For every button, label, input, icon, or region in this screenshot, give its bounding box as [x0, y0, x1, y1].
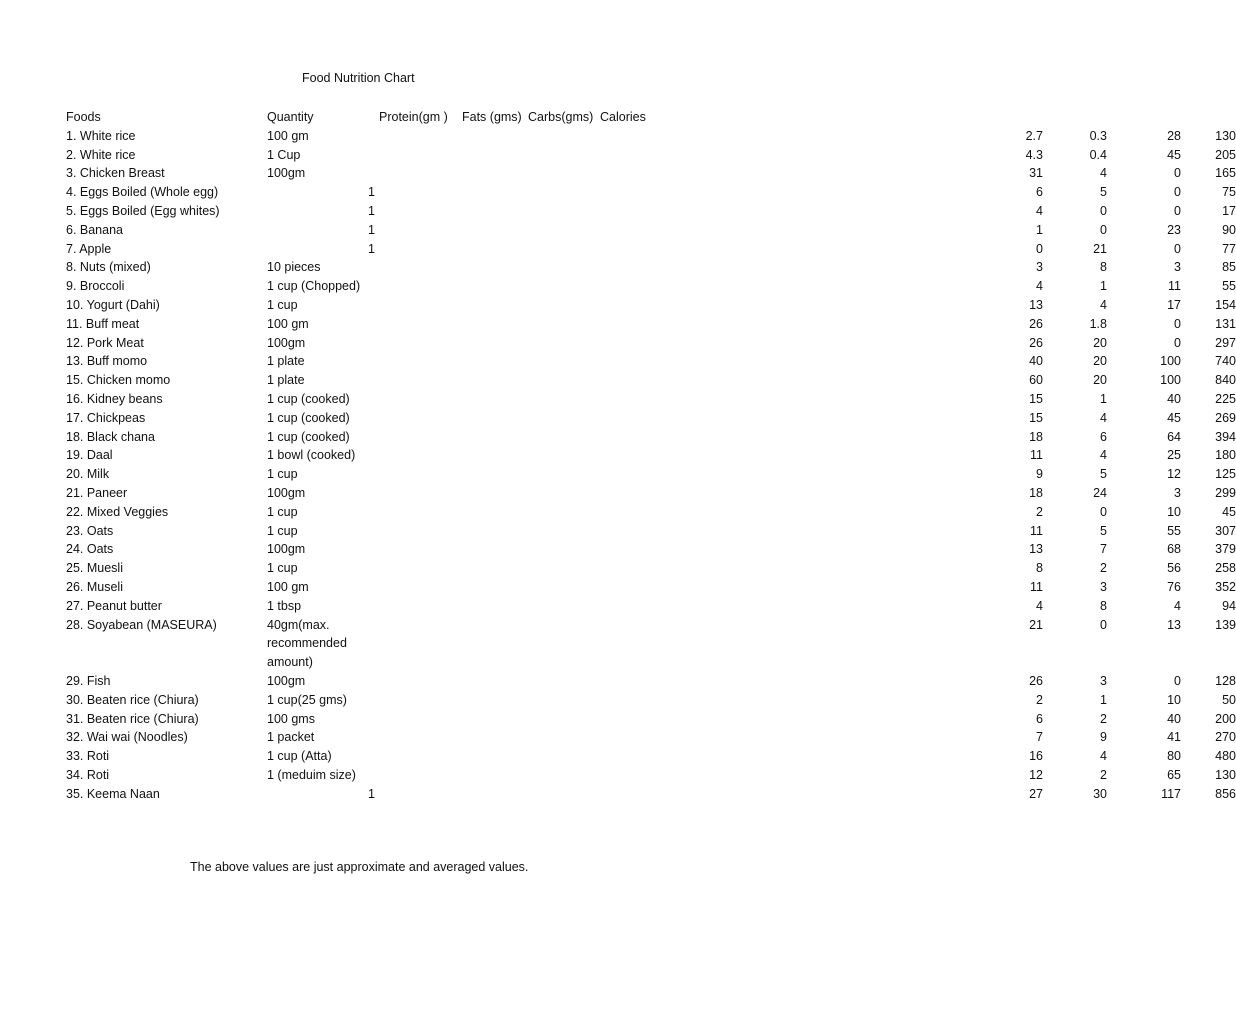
cell-protein: 15: [1029, 410, 1043, 425]
cell-food: 4. Eggs Boiled (Whole egg): [66, 185, 219, 200]
cell-protein: 26: [1029, 316, 1043, 331]
cell-fats: 2: [1100, 561, 1107, 576]
cell-calories: 55: [1222, 279, 1236, 294]
cell-food: 18. Black chana: [66, 429, 155, 444]
cell-food: 31. Beaten rice (Chiura): [66, 711, 199, 726]
cell-quantity: 100gm: [267, 542, 306, 557]
cell-carbs: 13: [1167, 617, 1181, 632]
table-row: [66, 183, 1236, 202]
table-row: [66, 296, 1236, 315]
cell-quantity: 1 (meduim size): [267, 767, 356, 782]
cell-protein: 2.7: [1025, 128, 1043, 143]
cell-quantity: 1 packet: [267, 730, 315, 745]
cell-calories: 205: [1215, 147, 1236, 162]
cell-quantity: 1: [368, 222, 375, 237]
cell-protein: 6: [1036, 711, 1043, 726]
cell-protein: 27: [1029, 786, 1043, 801]
cell-food: 1. White rice: [66, 128, 136, 143]
cell-carbs: 0: [1174, 166, 1181, 181]
cell-calories: 856: [1215, 786, 1236, 801]
cell-food: 17. Chickpeas: [66, 410, 146, 425]
cell-quantity: 1 cup (Atta): [267, 749, 332, 764]
cell-quantity: 1 cup (cooked): [267, 429, 350, 444]
cell-protein: 4.3: [1025, 147, 1043, 162]
cell-quantity: 1: [368, 185, 375, 200]
cell-calories: 352: [1215, 579, 1236, 594]
page-title: Food Nutrition Chart: [302, 71, 415, 85]
cell-food: 28. Soyabean (MASEURA): [66, 617, 217, 632]
cell-food: 25. Muesli: [66, 561, 123, 576]
cell-calories: 180: [1215, 448, 1236, 463]
table-row: [66, 127, 1236, 146]
cell-fats: 30: [1093, 786, 1107, 801]
cell-fats: 0: [1100, 617, 1107, 632]
cell-quantity: 1 cup: [267, 561, 298, 576]
cell-calories: 50: [1222, 692, 1236, 707]
cell-food: 15. Chicken momo: [66, 373, 171, 388]
cell-carbs: 11: [1168, 279, 1181, 294]
cell-carbs: 68: [1167, 542, 1181, 557]
table-row: [66, 446, 1236, 465]
cell-calories: 130: [1215, 128, 1236, 143]
header-quantity: Quantity: [267, 110, 314, 124]
cell-calories: 75: [1222, 185, 1236, 200]
cell-calories: 840: [1215, 373, 1236, 388]
cell-food: 8. Nuts (mixed): [66, 260, 151, 275]
cell-quantity: 100 gm: [267, 316, 309, 331]
cell-food: 23. Oats: [66, 523, 114, 538]
cell-carbs: 55: [1167, 523, 1181, 538]
cell-quantity: 100gm: [267, 166, 306, 181]
cell-food: 11. Buff meat: [66, 316, 140, 331]
cell-protein: 16: [1029, 749, 1043, 764]
header-protein: Protein(gm ): [379, 110, 448, 124]
cell-quantity: 40gm(max. recommended amount): [267, 617, 347, 670]
cell-food: 22. Mixed Veggies: [66, 504, 169, 519]
cell-fats: 8: [1100, 598, 1107, 613]
table-row: [66, 146, 1236, 165]
table-row: [66, 334, 1236, 353]
cell-food: 13. Buff momo: [66, 354, 148, 369]
cell-quantity: 1 cup (Chopped): [267, 279, 361, 294]
cell-food: 5. Eggs Boiled (Egg whites): [66, 203, 220, 218]
cell-carbs: 40: [1167, 391, 1181, 406]
cell-quantity: 1 plate: [267, 354, 305, 369]
cell-quantity: 1 cup: [267, 467, 298, 482]
cell-quantity: 1 cup: [267, 523, 298, 538]
cell-food: 35. Keema Naan: [66, 786, 160, 801]
cell-protein: 8: [1036, 561, 1043, 576]
cell-calories: 17: [1222, 203, 1236, 218]
cell-carbs: 0: [1174, 241, 1181, 256]
cell-calories: 125: [1215, 467, 1236, 482]
table-row: [66, 258, 1236, 277]
cell-quantity: 1 Cup: [267, 147, 301, 162]
cell-carbs: 3: [1174, 260, 1181, 275]
cell-quantity: 1 tbsp: [267, 598, 302, 613]
cell-carbs: 3: [1174, 485, 1181, 500]
footnote: The above values are just approximate and averaged values.: [190, 860, 529, 874]
cell-calories: 85: [1222, 260, 1236, 275]
cell-food: 6. Banana: [66, 222, 123, 237]
table-row: [66, 164, 1236, 183]
cell-protein: 13: [1029, 542, 1043, 557]
cell-fats: 4: [1100, 297, 1107, 312]
cell-calories: 94: [1222, 598, 1236, 613]
cell-fats: 1: [1100, 279, 1107, 294]
table-row: [66, 597, 1236, 616]
cell-fats: 1: [1100, 391, 1107, 406]
cell-fats: 21: [1093, 241, 1107, 256]
cell-quantity: 100gm: [267, 673, 306, 688]
cell-protein: 11: [1030, 448, 1043, 463]
cell-fats: 8: [1100, 260, 1107, 275]
cell-carbs: 100: [1160, 373, 1181, 388]
cell-calories: 77: [1222, 241, 1236, 256]
cell-protein: 31: [1029, 166, 1043, 181]
cell-fats: 3: [1100, 673, 1107, 688]
cell-protein: 4: [1036, 203, 1043, 218]
cell-protein: 60: [1029, 373, 1043, 388]
cell-carbs: 10: [1167, 504, 1181, 519]
cell-food: 34. Roti: [66, 767, 110, 782]
cell-fats: 4: [1100, 448, 1107, 463]
cell-quantity: 100 gms: [267, 711, 315, 726]
cell-carbs: 28: [1167, 128, 1181, 143]
cell-calories: 297: [1215, 335, 1236, 350]
cell-protein: 12: [1029, 767, 1043, 782]
cell-calories: 165: [1215, 166, 1236, 181]
cell-carbs: 45: [1167, 410, 1181, 425]
cell-carbs: 65: [1167, 767, 1181, 782]
cell-fats: 4: [1100, 166, 1107, 181]
table-header-row: [66, 108, 651, 127]
table-row: [66, 766, 1236, 785]
table-row: [66, 728, 1236, 747]
cell-fats: 20: [1093, 373, 1107, 388]
cell-fats: 7: [1100, 542, 1107, 557]
cell-calories: 131: [1215, 316, 1236, 331]
table-row: [66, 221, 1236, 240]
table-row: [66, 559, 1236, 578]
cell-fats: 5: [1100, 185, 1107, 200]
cell-calories: 379: [1215, 542, 1236, 557]
table-row: [66, 371, 1236, 390]
table-row: [66, 578, 1236, 597]
cell-quantity: 100 gm: [267, 128, 309, 143]
cell-fats: 9: [1100, 730, 1107, 745]
cell-fats: 6: [1100, 429, 1107, 444]
cell-carbs: 117: [1161, 786, 1181, 801]
table-row: [66, 710, 1236, 729]
cell-calories: 200: [1215, 711, 1236, 726]
table-row: [66, 616, 1236, 672]
cell-protein: 3: [1036, 260, 1043, 275]
cell-calories: 128: [1215, 673, 1236, 688]
cell-carbs: 45: [1167, 147, 1181, 162]
cell-carbs: 25: [1167, 448, 1181, 463]
cell-protein: 2: [1036, 692, 1043, 707]
table-body: [66, 127, 1236, 804]
cell-calories: 90: [1222, 222, 1236, 237]
cell-carbs: 0: [1174, 203, 1181, 218]
cell-calories: 394: [1215, 429, 1236, 444]
cell-protein: 7: [1036, 730, 1043, 745]
table-row: [66, 315, 1236, 334]
table-row: [66, 522, 1236, 541]
cell-fats: 2: [1100, 711, 1107, 726]
cell-protein: 0: [1036, 241, 1043, 256]
cell-calories: 307: [1215, 523, 1236, 538]
cell-calories: 270: [1215, 730, 1236, 745]
cell-calories: 225: [1215, 391, 1236, 406]
cell-carbs: 56: [1167, 561, 1181, 576]
cell-food: 27. Peanut butter: [66, 598, 162, 613]
cell-carbs: 100: [1160, 354, 1181, 369]
cell-fats: 0: [1100, 203, 1107, 218]
cell-fats: 4: [1100, 749, 1107, 764]
header-carbs: Carbs(gms): [528, 110, 594, 124]
cell-fats: 20: [1093, 354, 1107, 369]
cell-quantity: 100gm: [267, 485, 306, 500]
cell-protein: 13: [1029, 297, 1043, 312]
cell-quantity: 1 cup(25 gms): [267, 692, 347, 707]
cell-calories: 130: [1215, 767, 1236, 782]
cell-carbs: 41: [1167, 730, 1181, 745]
cell-fats: 3: [1100, 579, 1107, 594]
cell-quantity: 10 pieces: [267, 260, 321, 275]
cell-calories: 45: [1222, 504, 1236, 519]
cell-fats: 5: [1100, 523, 1107, 538]
cell-calories: 139: [1215, 617, 1236, 632]
cell-food: 10. Yogurt (Dahi): [66, 297, 160, 312]
cell-fats: 0: [1100, 504, 1107, 519]
cell-food: 24. Oats: [66, 542, 114, 557]
cell-protein: 40: [1029, 354, 1043, 369]
cell-quantity: 100gm: [267, 335, 306, 350]
table-row: [66, 747, 1236, 766]
cell-fats: 0: [1100, 222, 1107, 237]
cell-calories: 258: [1215, 561, 1236, 576]
cell-protein: 26: [1029, 335, 1043, 350]
cell-protein: 1: [1036, 222, 1043, 237]
cell-food: 3. Chicken Breast: [66, 166, 165, 181]
cell-protein: 2: [1036, 504, 1043, 519]
cell-quantity: 1 cup (cooked): [267, 391, 350, 406]
cell-fats: 24: [1093, 485, 1107, 500]
cell-fats: 5: [1100, 467, 1107, 482]
table-row: [66, 277, 1236, 296]
table-row: [66, 465, 1236, 484]
cell-fats: 4: [1100, 410, 1107, 425]
cell-calories: 299: [1215, 485, 1236, 500]
cell-quantity: 1: [368, 786, 375, 801]
cell-protein: 6: [1036, 185, 1043, 200]
table-row: [66, 202, 1236, 221]
table-row: [66, 785, 1236, 804]
header-fats: Fats (gms): [462, 110, 522, 124]
cell-fats: 1.8: [1089, 316, 1107, 331]
cell-fats: 20: [1093, 335, 1107, 350]
cell-carbs: 64: [1167, 429, 1181, 444]
cell-carbs: 0: [1174, 185, 1181, 200]
cell-protein: 15: [1029, 391, 1043, 406]
cell-calories: 269: [1215, 410, 1236, 425]
table-row: [66, 390, 1236, 409]
cell-fats: 0.3: [1089, 128, 1107, 143]
cell-food: 29. Fish: [66, 673, 111, 688]
cell-calories: 480: [1215, 749, 1236, 764]
cell-food: 33. Roti: [66, 749, 110, 764]
cell-protein: 18: [1029, 485, 1043, 500]
cell-carbs: 17: [1167, 297, 1181, 312]
table-row: [66, 691, 1236, 710]
cell-quantity: 1 bowl (cooked): [267, 448, 356, 463]
cell-protein: 21: [1029, 617, 1043, 632]
cell-quantity: 1 plate: [267, 373, 305, 388]
cell-carbs: 80: [1167, 749, 1181, 764]
cell-food: 19. Daal: [66, 448, 113, 463]
cell-protein: 4: [1036, 279, 1043, 294]
cell-calories: 740: [1215, 354, 1236, 369]
cell-food: 2. White rice: [66, 147, 136, 162]
cell-carbs: 4: [1174, 598, 1181, 613]
cell-food: 12. Pork Meat: [66, 335, 144, 350]
header-calories: Calories: [600, 110, 646, 124]
cell-food: 7. Apple: [66, 241, 112, 256]
cell-carbs: 10: [1167, 692, 1181, 707]
cell-protein: 4: [1036, 598, 1043, 613]
table-row: [66, 503, 1236, 522]
cell-protein: 18: [1029, 429, 1043, 444]
cell-quantity: 1: [368, 241, 375, 256]
table-row: [66, 484, 1236, 503]
cell-food: 32. Wai wai (Noodles): [66, 730, 188, 745]
table-row: [66, 240, 1236, 259]
cell-protein: 9: [1036, 467, 1043, 482]
header-foods: Foods: [66, 110, 101, 124]
cell-carbs: 76: [1167, 579, 1181, 594]
cell-protein: 11: [1030, 523, 1043, 538]
table-row: [66, 428, 1236, 447]
cell-food: 30. Beaten rice (Chiura): [66, 692, 199, 707]
cell-food: 20. Milk: [66, 467, 110, 482]
nutrition-table: [66, 108, 1236, 803]
cell-carbs: 0: [1174, 673, 1181, 688]
cell-food: 16. Kidney beans: [66, 391, 163, 406]
cell-food: 21. Paneer: [66, 485, 128, 500]
cell-food: 9. Broccoli: [66, 279, 125, 294]
table-row: [66, 352, 1236, 371]
cell-carbs: 40: [1167, 711, 1181, 726]
cell-food: 26. Museli: [66, 579, 123, 594]
cell-protein: 11: [1030, 579, 1043, 594]
table-row: [66, 540, 1236, 559]
cell-carbs: 23: [1167, 222, 1181, 237]
cell-carbs: 12: [1167, 467, 1181, 482]
table-row: [66, 672, 1236, 691]
table-row: [66, 409, 1236, 428]
cell-calories: 154: [1215, 297, 1236, 312]
cell-quantity: 1 cup: [267, 297, 298, 312]
cell-fats: 0.4: [1089, 147, 1107, 162]
cell-carbs: 0: [1174, 316, 1181, 331]
cell-fats: 2: [1100, 767, 1107, 782]
cell-quantity: 1 cup (cooked): [267, 410, 350, 425]
cell-protein: 26: [1029, 673, 1043, 688]
cell-carbs: 0: [1174, 335, 1181, 350]
cell-quantity: 1 cup: [267, 504, 298, 519]
cell-quantity: 1: [368, 203, 375, 218]
cell-quantity: 100 gm: [267, 579, 309, 594]
cell-fats: 1: [1100, 692, 1107, 707]
